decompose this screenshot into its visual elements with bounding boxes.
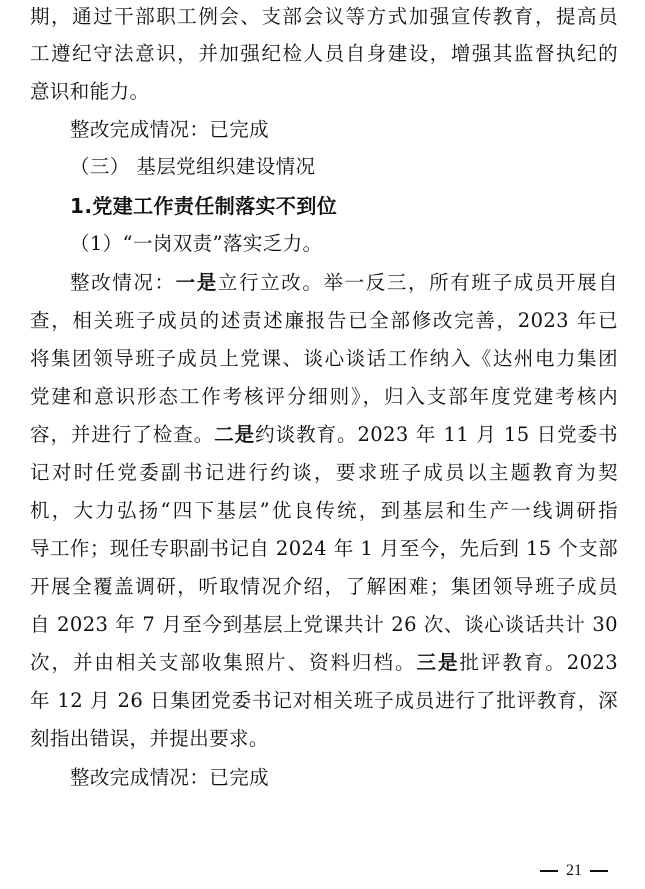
body-text: 容，并进行了检查。 <box>30 423 215 446</box>
paragraph-line: 意识和能力。 <box>30 80 150 103</box>
page-number <box>540 862 608 880</box>
item-heading: （1）“一岗双责”落实乏力。 <box>70 232 323 255</box>
paragraph-line: 导工作；现任专职副书记自 2024 年 1 月至今，先后到 15 个支部 <box>30 537 618 560</box>
dash-left-icon <box>540 870 558 872</box>
emphasis-text: 三是 <box>416 651 460 674</box>
page-number-text: 21 <box>566 862 582 879</box>
body-text: 批评教育。2023 <box>459 651 618 674</box>
paragraph-line: 党建和意识形态工作考核评分细则》，归入支部年度党建考核内 <box>30 385 618 408</box>
paragraph-line: 年 12 月 26 日集团党委书记对相关班子成员进行了批评教育，深 <box>30 689 618 712</box>
paragraph-line: 工遵纪守法意识，并加强纪检人员自身建设，增强其监督执纪的 <box>30 42 618 65</box>
body-text: 立行立改。举一反三，所有班子成员开展自 <box>217 271 618 294</box>
subheading: 1.党建工作责任制落实不到位 <box>70 194 338 218</box>
label-text: 整改情况： <box>70 271 176 294</box>
paragraph-line <box>30 420 618 450</box>
paragraph-line: 将集团领导班子成员上党课、谈心谈话工作纳入《达州电力集团 <box>30 347 618 370</box>
paragraph-line: 自 2023 年 7 月至今到基层上党课共计 26 次、谈心谈话共计 30 <box>30 613 618 636</box>
paragraph-line: 刻指出错误，并提出要求。 <box>30 727 269 750</box>
paragraph-line <box>70 268 618 298</box>
section-heading: （三） 基层党组织建设情况 <box>70 155 316 178</box>
body-text: 次，并由相关支部收集照片、资料归档。 <box>30 651 417 674</box>
emphasis-text: 一是 <box>175 271 218 294</box>
paragraph-line: 期，通过干部职工例会、支部会议等方式加强宣传教育，提高员 <box>30 5 618 28</box>
paragraph-line: 开展全覆盖调研，听取情况介绍，了解困难；集团领导班子成员 <box>30 575 618 598</box>
dash-right-icon <box>590 870 608 872</box>
emphasis-text: 二是 <box>214 423 256 446</box>
paragraph-line: 记对时任党委副书记进行约谈，要求班子成员以主题教育为契 <box>30 461 618 484</box>
paragraph-line <box>30 648 618 678</box>
paragraph-line: 机，大力弘扬“四下基层”优良传统，到基层和生产一线调研指 <box>30 499 618 522</box>
paragraph-line: 查，相关班子成员的述责述廉报告已全部修改完善，2023 年已 <box>30 309 618 332</box>
body-text: 约谈教育。2023 年 11 月 15 日党委书 <box>255 423 618 446</box>
completion-status: 整改完成情况：已完成 <box>70 118 270 141</box>
completion-status: 整改完成情况：已完成 <box>70 766 270 789</box>
